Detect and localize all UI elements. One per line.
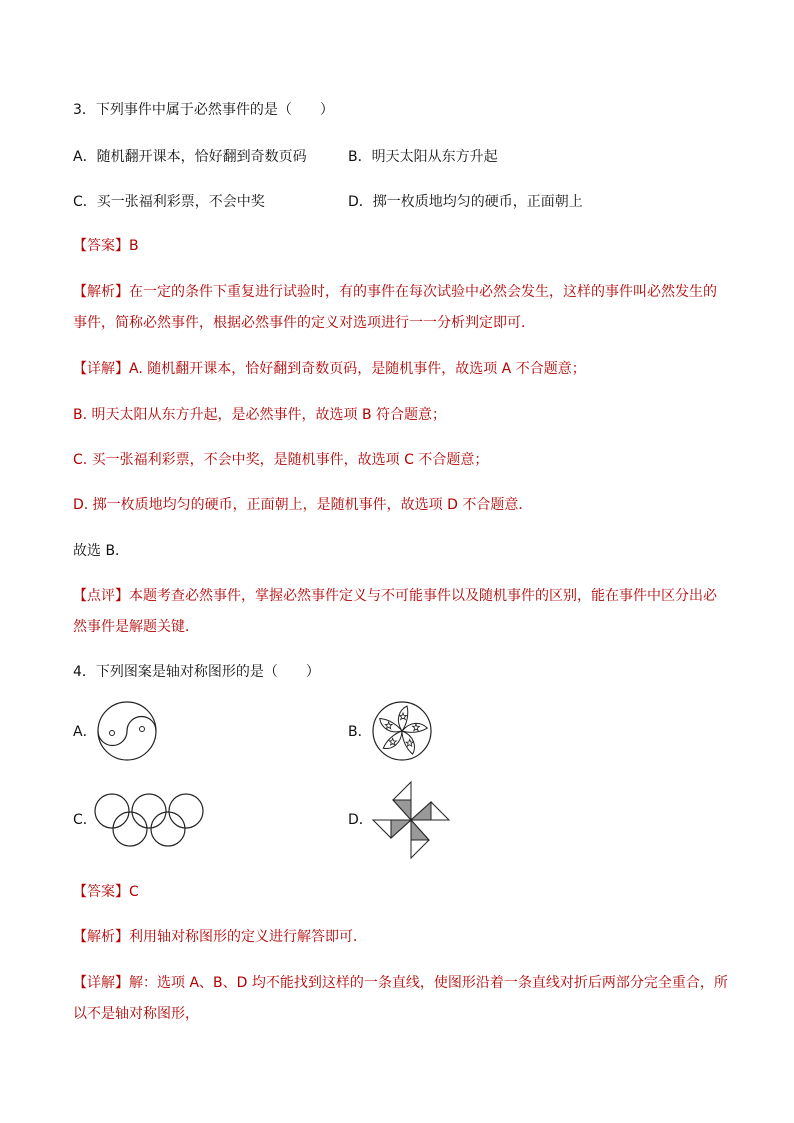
detail-tag: 【详解】 (73, 975, 129, 991)
analysis-tag: 【解析】 (73, 284, 129, 300)
q4-detail-line2: 以不是轴对称图形， (73, 1006, 199, 1022)
answer-value: C (129, 884, 139, 900)
q4-answer (73, 882, 139, 902)
q4-detail-line1 (73, 973, 728, 993)
q3-detail-b: B. 明天太阳从东方升起，是必然事件，故选项 B 符合题意； (73, 407, 447, 423)
answer-value: B (129, 238, 139, 254)
q3-answer (73, 236, 139, 256)
q3-option-d: D．掷一枚质地均匀的硬币，正面朝上 (348, 194, 583, 210)
detail-text: A. 随机翻开课本，恰好翻到奇数页码，是随机事件，故选项 A 不合题意； (129, 361, 586, 377)
answer-tag: 【答案】 (73, 884, 129, 900)
yin-yang-icon (96, 700, 158, 762)
q3-stem: 3．下列事件中属于必然事件的是（ ） (73, 102, 334, 118)
q4-analysis (73, 927, 367, 947)
q3-option-b: B．明天太阳从东方升起 (348, 149, 498, 165)
q3-analysis-line1 (73, 282, 717, 302)
q4-option-a-label: A． (73, 724, 97, 740)
q3-conclusion: 故选 B． (73, 543, 130, 559)
q3-option-a: A．随机翻开课本，恰好翻到奇数页码 (73, 149, 307, 165)
q3-comment-line1 (73, 586, 717, 606)
q3-detail-a (73, 359, 586, 379)
detail-text: 解：选项 A、B、D 均不能找到这样的一条直线，使图形沿着一条直线对折后两部分完全重合，所 (129, 975, 728, 991)
olympic-rings-icon (93, 792, 205, 848)
analysis-text: 利用轴对称图形的定义进行解答即可． (129, 929, 367, 945)
q4-stem: 4．下列图案是轴对称图形的是（ ） (73, 664, 320, 680)
detail-tag: 【详解】 (73, 361, 129, 377)
q3-option-c: C．买一张福利彩票，不会中奖 (73, 194, 265, 210)
comment-tag: 【点评】 (73, 588, 129, 604)
bauhinia-flower-icon (371, 700, 433, 762)
q3-comment-line2: 然事件是解题关键． (73, 619, 199, 635)
comment-text: 本题考查必然事件，掌握必然事件定义与不可能事件以及随机事件的区别，能在事件中区分出必 (129, 588, 717, 604)
q4-option-b-label: B． (348, 724, 372, 740)
q4-option-c-label: C． (73, 812, 97, 828)
q3-analysis-line2: 事件，简称必然事件，根据必然事件的定义对选项进行一一分析判定即可． (73, 315, 535, 331)
answer-tag: 【答案】 (73, 238, 129, 254)
analysis-tag: 【解析】 (73, 929, 129, 945)
q3-detail-c: C. 买一张福利彩票，不会中奖，是随机事件，故选项 C 不合题意； (73, 452, 489, 468)
analysis-text: 在一定的条件下重复进行试验时，有的事件在每次试验中必然会发生，这样的事件叫必然发生的 (129, 284, 717, 300)
pinwheel-icon (371, 780, 451, 860)
q3-detail-d: D. 掷一枚质地均匀的硬币，正面朝上，是随机事件，故选项 D 不合题意． (73, 497, 533, 513)
q4-option-d-label: D． (348, 812, 373, 828)
